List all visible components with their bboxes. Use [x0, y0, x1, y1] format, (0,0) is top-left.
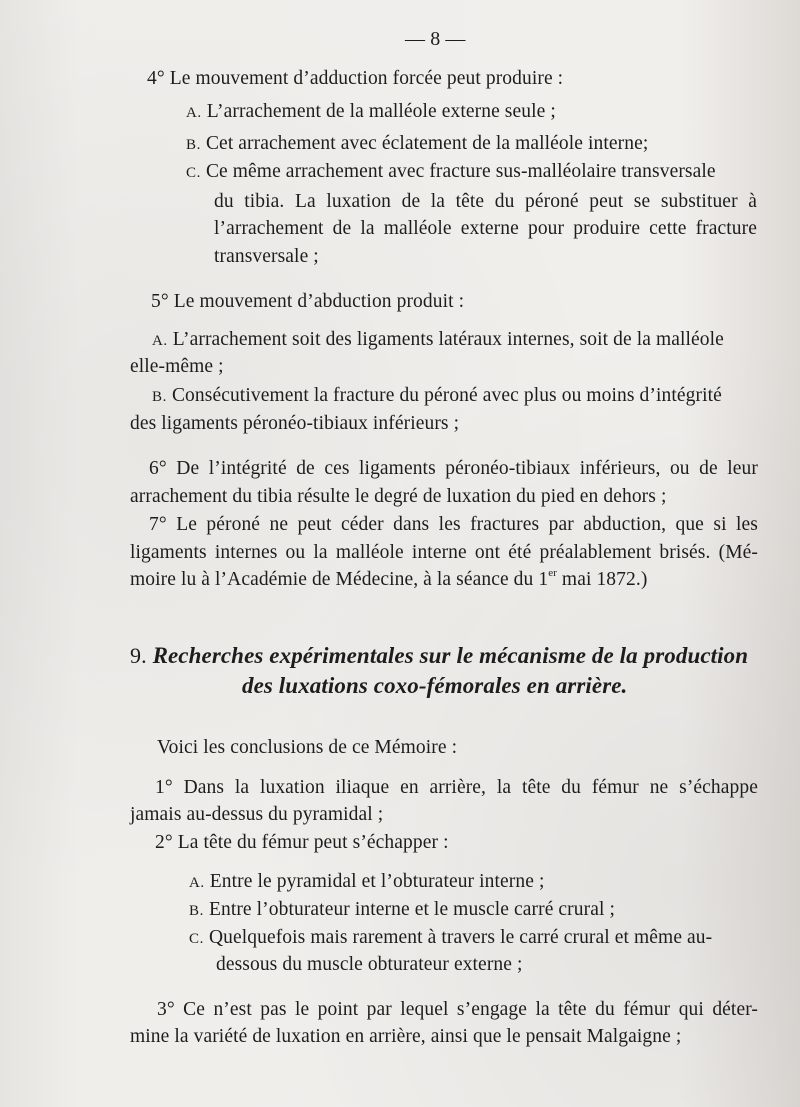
item-7-line-3-post: mai 1872.): [556, 569, 648, 590]
section-9-title-text-1: Recherches expérimentales sur le mécanisme de la production: [152, 643, 749, 668]
section-9-item-2-c-line-1: [189, 925, 758, 952]
section-9-item-2: 2° La tête du fémur peut s’échapper :: [155, 832, 449, 853]
item-7-line-3: [130, 567, 647, 593]
item-5-b-text: Consécutivement la fracture du péroné avec plus ou moins d’intégrité: [171, 385, 722, 406]
section-9-item-2-b: [189, 897, 615, 924]
section-9-item-1-line-1: 1° Dans la luxation iliaque en arrière, la tête du fémur ne s’échappe: [155, 777, 758, 798]
item-5-b-line-2: des ligaments péronéo-tibiaux inférieurs ;: [130, 413, 460, 434]
section-9-item-1-line-2: jamais au-dessus du pyramidal ;: [130, 804, 384, 825]
item-4-b: [186, 131, 648, 158]
item-4-a-text: L’arrachement de la malléole externe seule ;: [206, 101, 556, 122]
section-9-item-2-a-text: Entre le pyramidal et l’obturateur interne ;: [209, 871, 545, 892]
section-9-number: 9.: [130, 643, 147, 668]
item-4-b-letter: B.: [186, 137, 201, 153]
item-5-b-line-1: [152, 383, 722, 410]
item-4-c-line-3: l’arrachement de la malléole externe pour produire cette fracture: [214, 218, 757, 239]
section-9-item-2-b-text: Entre l’obturateur interne et le muscle carré crural ;: [208, 899, 615, 920]
item-4-a: [186, 99, 556, 126]
item-6-line-1: 6° De l’intégrité de ces ligaments péronéo-tibiaux inférieurs, ou de leur: [149, 458, 758, 479]
item-6-line-2: arrachement du tibia résulte le degré de luxation du pied en dehors ;: [130, 486, 667, 507]
page-number: — 8 —: [405, 28, 466, 50]
section-9-title-line-1: [130, 643, 748, 669]
item-5-a-line-2: elle-même ;: [130, 356, 224, 377]
section-9-item-2-c-line-2: dessous du muscle obturateur externe ;: [216, 954, 523, 975]
item-4-c-line-1: [186, 159, 716, 186]
section-9-item-3-line-2: mine la variété de luxation en arrière, ainsi que le pensait Malgaigne ;: [130, 1026, 682, 1047]
item-4-b-text: Cet arrachement avec éclatement de la malléole interne;: [205, 133, 649, 154]
item-4-c-text: Ce même arrachement avec fracture sus-malléolaire transversale: [205, 161, 716, 182]
section-9-item-3-line-1: 3° Ce n’est pas le point par lequel s’engage la tête du fémur qui déter-: [157, 999, 758, 1020]
item-5-a-line-1: [152, 327, 758, 354]
section-9-item-2-c-letter: C.: [189, 931, 204, 947]
item-4-a-letter: A.: [186, 105, 202, 121]
item-4-c-line-4: transversale ;: [214, 246, 319, 267]
item-5-b-letter: B.: [152, 389, 167, 405]
section-9-item-2-c-text: Quelquefois mais rarement à travers le carré crural et même au-: [208, 927, 713, 948]
item-5-heading: 5° Le mouvement d’abduction produit :: [151, 291, 465, 312]
item-7-line-3-sup: er: [548, 566, 557, 579]
section-9-item-2-b-letter: B.: [189, 903, 204, 919]
section-9-intro: Voici les conclusions de ce Mémoire :: [157, 737, 458, 758]
item-5-a-text: L’arrachement soit des ligaments latéraux internes, soit de la malléole: [172, 329, 724, 350]
section-9-item-2-a: [189, 869, 544, 896]
section-9-title-line-2: des luxations coxo-fémorales en arrière.: [242, 673, 628, 698]
section-9-item-2-a-letter: A.: [189, 875, 205, 891]
item-7-line-2: ligaments internes ou la malléole interne ont été préalablement brisés. (Mé-: [130, 542, 758, 563]
item-4-c-letter: C.: [186, 165, 201, 181]
item-5-a-letter: A.: [152, 333, 168, 349]
item-7-line-1: 7° Le péroné ne peut céder dans les fractures par abduction, que si les: [149, 514, 758, 535]
item-4-heading: 4° Le mouvement d’adduction forcée peut produire :: [147, 68, 564, 89]
item-4-c-line-2: du tibia. La luxation de la tête du péroné peut se substituer à: [214, 191, 757, 212]
item-7-line-3-pre: moire lu à l’Académie de Médecine, à la séance du 1: [130, 569, 549, 590]
